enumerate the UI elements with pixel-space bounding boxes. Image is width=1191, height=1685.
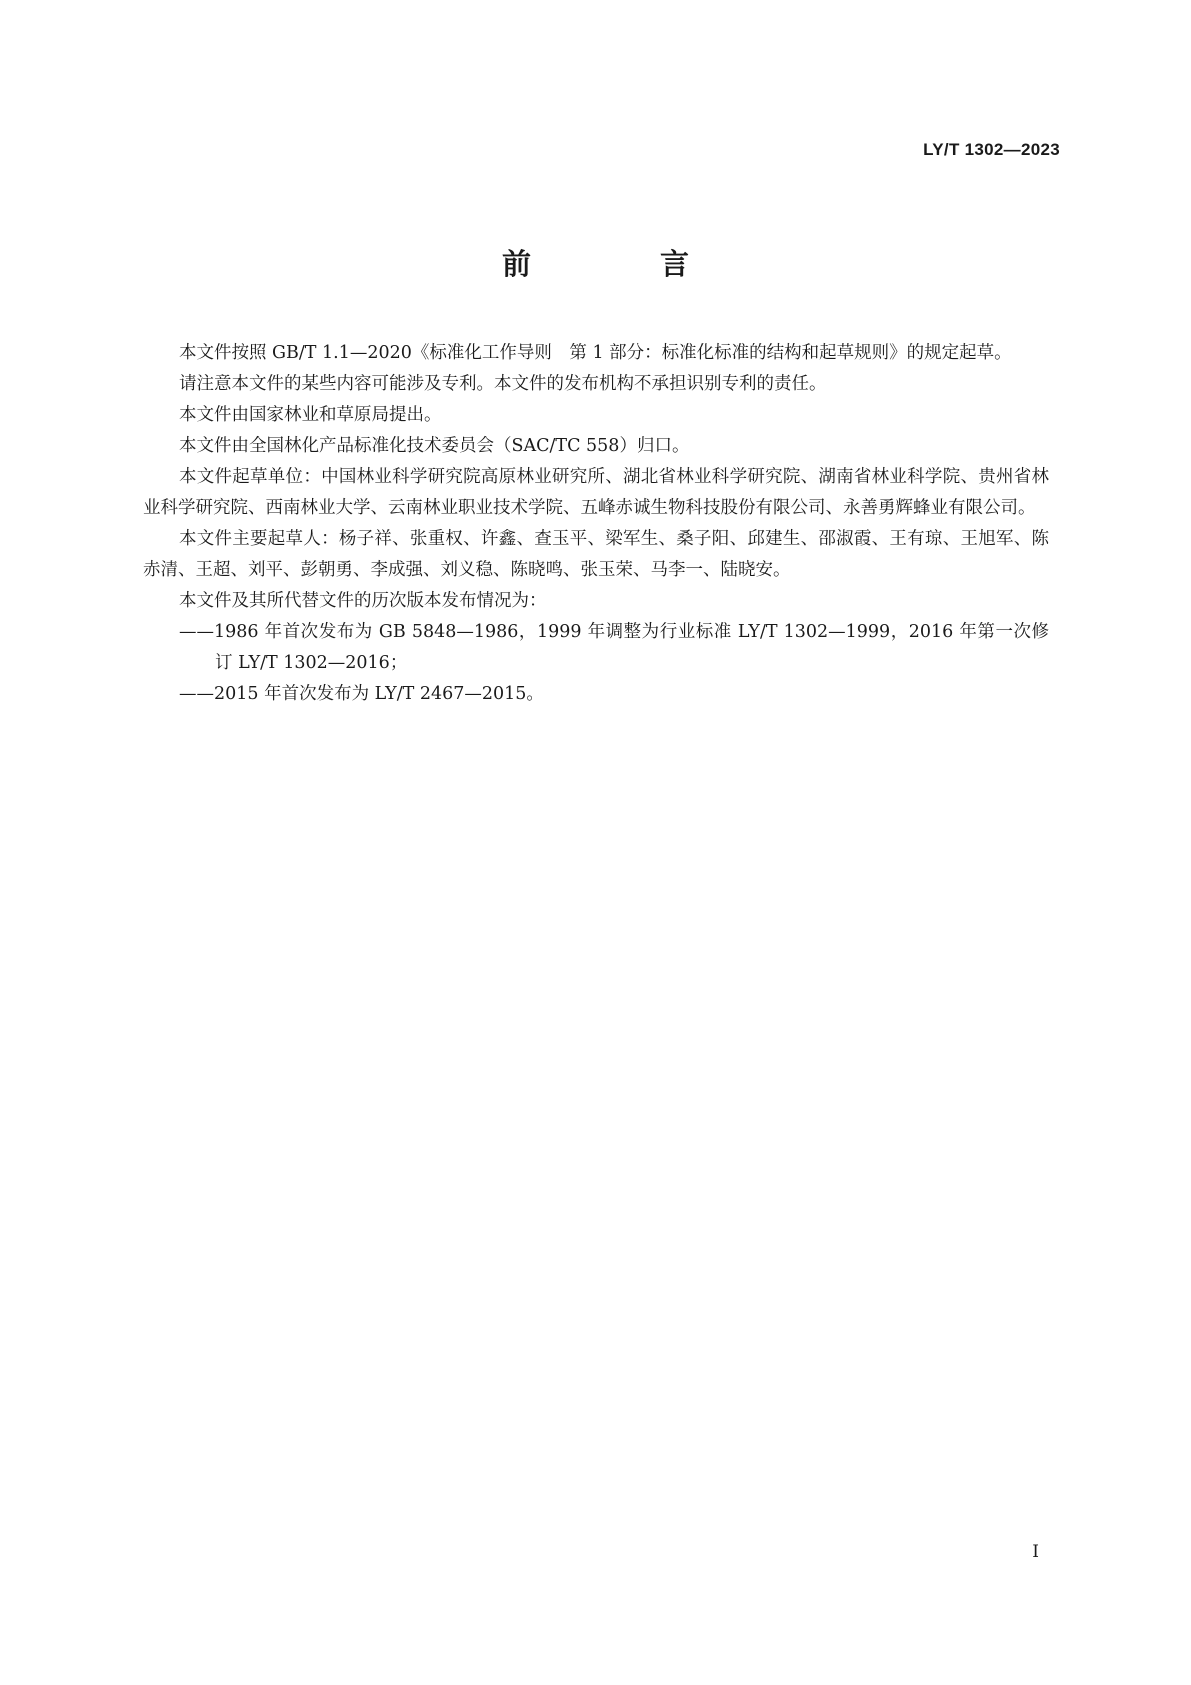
standard-code: LY/T 1302—2023 <box>923 140 1060 159</box>
paragraph-committee: 本文件由全国林化产品标准化技术委员会（SAC/TC 558）归口。 <box>179 436 690 456</box>
paragraph-drafters: 本文件主要起草人：杨子祥、张重权、许鑫、查玉平、梁军生、桑子阳、邱建生、邵淑霞、王有琼、王旭军、陈赤清、王超、刘平、彭朝勇、李成强、刘义稳、陈晓鸣、张玉荣、马李一、陆晓安。 <box>143 529 1049 580</box>
history-item: ——1986 年首次发布为 GB 5848—1986，1999 年调整为行业标准 LY/T 1302—1999，2016 年第一次修订 LY/T 1302—2016； <box>179 622 1049 673</box>
paragraph-history-intro: 本文件及其所代替文件的历次版本发布情况为： <box>179 591 547 611</box>
paragraph-drafting-units: 本文件起草单位：中国林业科学研究院高原林业研究所、湖北省林业科学研究院、湖南省林业科学院、贵州省林业科学研究院、西南林业大学、云南林业职业技术学院、五峰赤诚生物科技股份有限公司、永善勇辉蜂业有限公司。 <box>143 467 1049 518</box>
page-title: 前 言 <box>501 247 739 281</box>
page-number: I <box>1032 1542 1039 1562</box>
paragraph-patent-notice: 请注意本文件的某些内容可能涉及专利。本文件的发布机构不承担识别专利的责任。 <box>179 374 827 394</box>
paragraph-drafting-rules: 本文件按照 GB/T 1.1—2020《标准化工作导则 第 1 部分：标准化标准的结构和起草规则》的规定起草。 <box>179 343 1012 363</box>
history-item: ——2015 年首次发布为 LY/T 2467—2015。 <box>179 684 544 704</box>
foreword-body <box>143 338 1049 710</box>
paragraph-proposer: 本文件由国家林业和草原局提出。 <box>179 405 442 425</box>
